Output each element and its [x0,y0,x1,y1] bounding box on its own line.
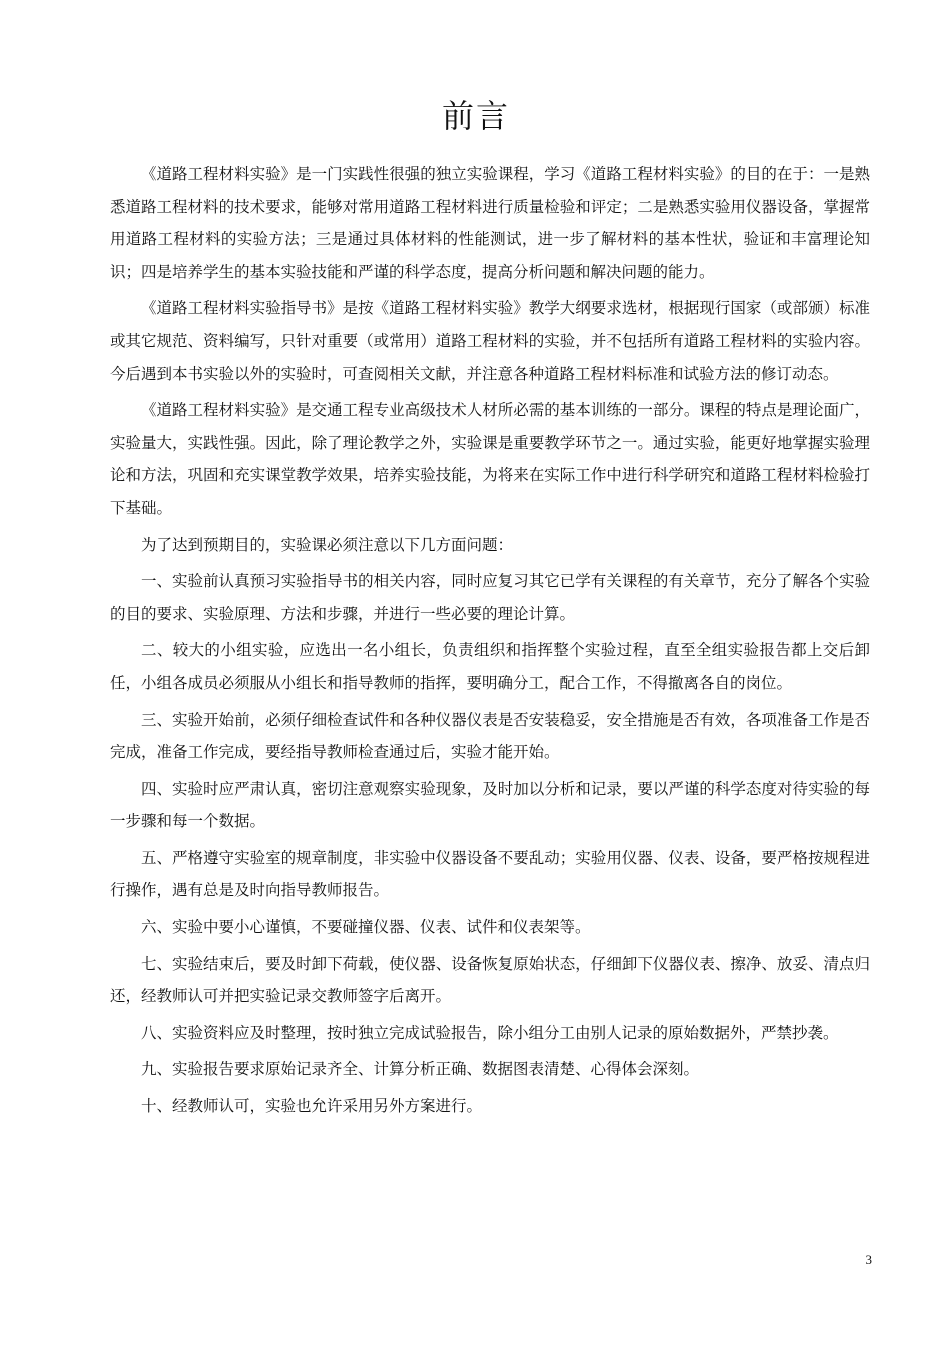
list-item-2: 二、较大的小组实验，应选出一名小组长，负责组织和指挥整个实验过程，直至全组实验报告都上交后卸任，小组各成员必须服从小组长和指导教师的指挥，要明确分工，配合工作，不得撤离各自的岗位。 [110,641,870,692]
list-item-8: 八、实验资料应及时整理，按时独立完成试验报告，除小组分工由别人记录的原始数据外，严禁抄袭。 [141,1023,839,1042]
list-item-4: 四、实验时应严肃认真，密切注意观察实验现象，及时加以分析和记录，要以严谨的科学态度对待实验的每一步骤和每一个数据。 [110,779,870,831]
list-item-1: 一、实验前认真预习实验指导书的相关内容，同时应复习其它已学有关课程的有关章节，充分了解各个实验的目的要求、实验原理、方法和步骤，并进行一些必要的理论计算。 [110,572,870,623]
paragraph-guide-book: 《道路工程材料实验指导书》是按《道路工程材料实验》教学大纲要求选材，根据现行国家（或部颁）标准或其它规范、资料编写，只针对重要（或常用）道路工程材料的实验，并不包括所有道路工程材料的实验内容。今后遇到本书实验以外的实验时，可查阅相关文献，并注意各种道路工程材料标准和试验方法的修订动态。 [110,299,870,383]
paragraph-intro: 《道路工程材料实验》是一门实践性很强的独立实验课程，学习《道路工程材料实验》的目的在于：一是熟悉道路工程材料的技术要求，能够对常用道路工程材料进行质量检验和评定；二是熟悉实验用仪器设备，掌握常用道路工程材料的实验方法；三是通过具体材料的性能测试，进一步了解材料的基本性状，验证和丰富理论知识；四是培养学生的基本实验技能和严谨的科学态度，提高分析问题和解决问题的能力。 [110,165,870,281]
paragraph-notice-intro: 为了达到预期目的，实验课必须注意以下几方面问题： [141,535,514,554]
list-item-7: 七、实验结束后，要及时卸下荷载，使仪器、设备恢复原始状态，仔细卸下仪器仪表、擦净、放妥、清点归还，经教师认可并把实验记录交教师签字后离开。 [110,954,870,1006]
list-item-6: 六、实验中要小心谨慎，不要碰撞仪器、仪表、试件和仪表架等。 [141,918,591,937]
page-number: 3 [865,1252,872,1267]
list-item-5: 五、严格遵守实验室的规章制度，非实验中仪器设备不要乱动；实验用仪器、仪表、设备，要严格按规程进行操作，遇有总是及时向指导教师报告。 [110,848,870,900]
list-item-3: 三、实验开始前，必须仔细检查试件和各种仪器仪表是否安装稳妥，安全措施是否有效，各项准备工作是否完成，准备工作完成，要经指导教师检查通过后，实验才能开始。 [110,710,870,762]
paragraph-course-features: 《道路工程材料实验》是交通工程专业高级技术人材所必需的基本训练的一部分。课程的特点是理论面广，实验量大，实践性强。因此，除了理论教学之外，实验课是重要教学环节之一。通过实验，能更好地掌握实验理论和方法，巩固和充实课堂教学效果，培养实验技能，为将来在实际工作中进行科学研究和道路工程材料检验打下基础。 [110,401,870,517]
list-item-10: 十、经教师认可，实验也允许采用另外方案进行。 [141,1097,483,1116]
body-text [110,158,870,1127]
page-title: 前言 [441,97,510,135]
list-item-9: 九、实验报告要求原始记录齐全、计算分析正确、数据图表清楚、心得体会深刻。 [141,1060,700,1079]
